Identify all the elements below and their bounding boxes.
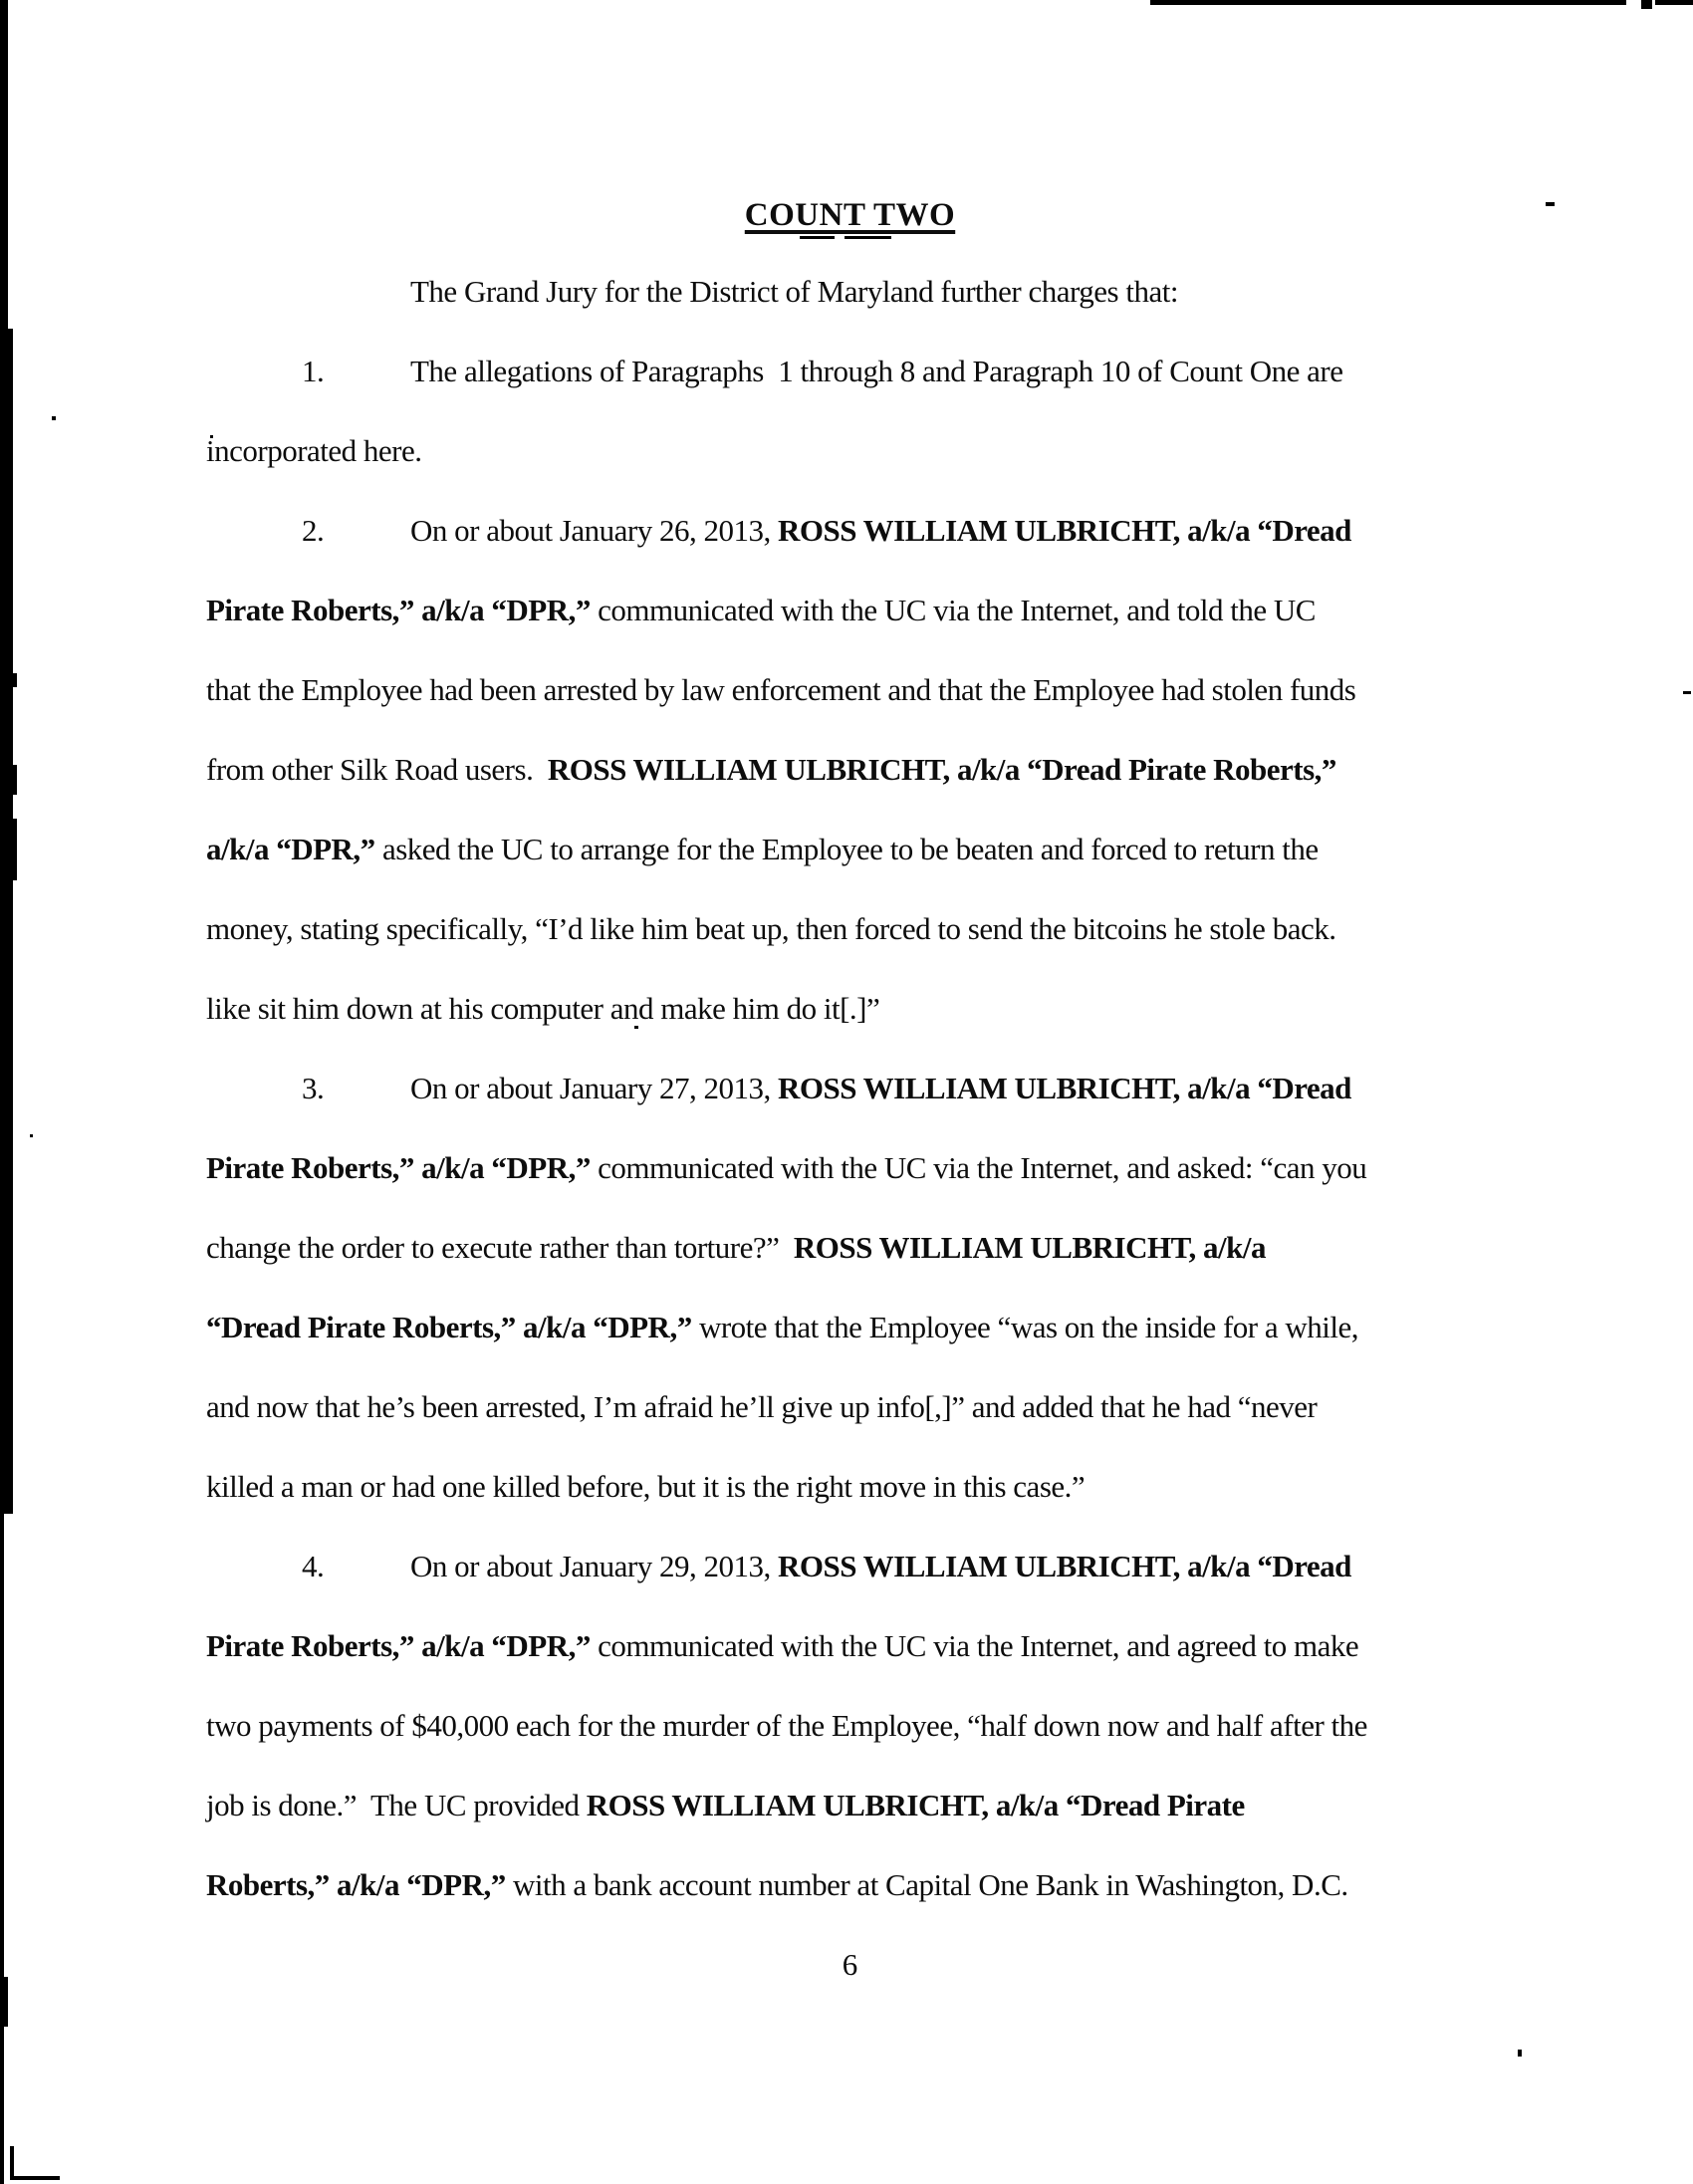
text-run: two payments of $40,000 each for the murder of the Employee, “half down now and half after the (206, 1708, 1367, 1743)
text-run: change the order to execute rather than torture?” (206, 1230, 794, 1265)
bold-text-run: a/k/a “DPR,” (206, 832, 375, 866)
paragraph-number: 3. (302, 1071, 325, 1105)
document-line (206, 491, 1494, 571)
text-run: that the Employee had been arrested by law enforcement and that the Employee had stolen funds (206, 672, 1356, 707)
document-line (206, 1049, 1494, 1128)
paragraph-number: 2. (302, 513, 325, 548)
document-line (206, 411, 1494, 491)
text-run: The allegations of Paragraphs 1 through 8 and Paragraph 10 of Count One are (410, 354, 1343, 388)
document-line (206, 810, 1494, 889)
document-line (206, 1686, 1494, 1766)
count-heading-text: COUNT TWO (744, 197, 956, 233)
scan-artifact (1655, 0, 1693, 5)
scan-artifact (0, 329, 13, 1514)
document-line (206, 571, 1494, 650)
document-line (206, 889, 1494, 969)
text-run: On or about January 26, 2013, (410, 513, 778, 548)
text-run: The Grand Jury for the District of Maryland further charges that: (410, 274, 1178, 309)
text-run: money, stating specifically, “I’d like him beat up, then forced to send the bitcoins he stole back. (206, 911, 1336, 946)
scan-artifact (10, 2176, 60, 2180)
document-line (206, 1766, 1494, 1845)
scan-artifact (1641, 0, 1652, 9)
text-run: with a bank account number at Capital One Bank in Washington, D.C. (505, 1867, 1348, 1902)
bold-text-run: ROSS WILLIAM ULBRICHT, a/k/a “Dread Pirate Roberts,” (547, 752, 1336, 787)
text-run: and now that he’s been arrested, I’m afraid he’ll give up info[,]” and added that he had “never (206, 1389, 1318, 1424)
bold-text-run: ROSS WILLIAM ULBRICHT, a/k/a “Dread (778, 1549, 1351, 1583)
document-line (206, 969, 1494, 1049)
document-line (206, 1288, 1494, 1367)
text-run: incorporated here. (206, 433, 422, 468)
body-lines (206, 252, 1494, 1925)
scan-artifact (1150, 0, 1626, 5)
scan-artifact (1683, 691, 1691, 694)
document-line (206, 1208, 1494, 1288)
bold-text-run: Pirate Roberts,” a/k/a “DPR,” (206, 1628, 591, 1663)
scan-artifact (1518, 2050, 1522, 2057)
document-line (206, 1606, 1494, 1686)
document-line (206, 650, 1494, 730)
bold-text-run: Pirate Roberts,” a/k/a “DPR,” (206, 593, 591, 627)
document-line (206, 1845, 1494, 1925)
scan-artifact (30, 1134, 33, 1137)
text-run: communicated with the UC via the Internet, and told the UC (590, 593, 1316, 627)
paragraph-number: 4. (302, 1549, 325, 1583)
scan-artifact (0, 1514, 4, 2184)
text-run: communicated with the UC via the Internet, and agreed to make (590, 1628, 1359, 1663)
document-line (206, 1128, 1494, 1208)
text-run: asked the UC to arrange for the Employee to be beaten and forced to return the (374, 832, 1319, 866)
page-number: 6 (842, 1947, 858, 1982)
document-line (206, 1527, 1494, 1606)
scan-artifact (13, 819, 17, 880)
text-run: On or about January 29, 2013, (410, 1549, 778, 1583)
bold-text-run: Pirate Roberts,” a/k/a “DPR,” (206, 1150, 591, 1185)
bold-text-run: ROSS WILLIAM ULBRICHT, a/k/a “Dread (778, 1071, 1351, 1105)
document-line (206, 730, 1494, 810)
document-line (206, 1447, 1494, 1527)
text-run: wrote that the Employee “was on the inside for a while, (691, 1310, 1358, 1344)
document-line (206, 252, 1494, 332)
scan-artifact (1546, 202, 1555, 206)
scan-artifact (13, 765, 17, 795)
scan-artifact (13, 673, 17, 687)
paragraph-number: 1. (302, 354, 325, 388)
bold-text-run: ROSS WILLIAM ULBRICHT, a/k/a (793, 1230, 1266, 1265)
scan-artifact (10, 2146, 14, 2180)
document-line (206, 1367, 1494, 1447)
text-run: job is done.” The UC provided (206, 1788, 587, 1822)
document-line (206, 332, 1494, 411)
text-run: communicated with the UC via the Internet, and asked: “can you (590, 1150, 1367, 1185)
text-run: killed a man or had one killed before, but it is the right move in this case.” (206, 1469, 1086, 1504)
scan-artifact (4, 1977, 8, 2027)
text-run: On or about January 27, 2013, (410, 1071, 778, 1105)
scan-artifact (0, 0, 8, 339)
text-run: from other Silk Road users. (206, 752, 548, 787)
scan-artifact (52, 416, 56, 420)
bold-text-run: ROSS WILLIAM ULBRICHT, a/k/a “Dread (778, 513, 1351, 548)
bold-text-run: Roberts,” a/k/a “DPR,” (206, 1867, 506, 1902)
bold-text-run: ROSS WILLIAM ULBRICHT, a/k/a “Dread Pirate (586, 1788, 1245, 1822)
count-heading (206, 175, 1494, 255)
bold-text-run: “Dread Pirate Roberts,” a/k/a “DPR,” (206, 1310, 692, 1344)
text-run: like sit him down at his computer and make him do it[.]” (206, 991, 880, 1026)
